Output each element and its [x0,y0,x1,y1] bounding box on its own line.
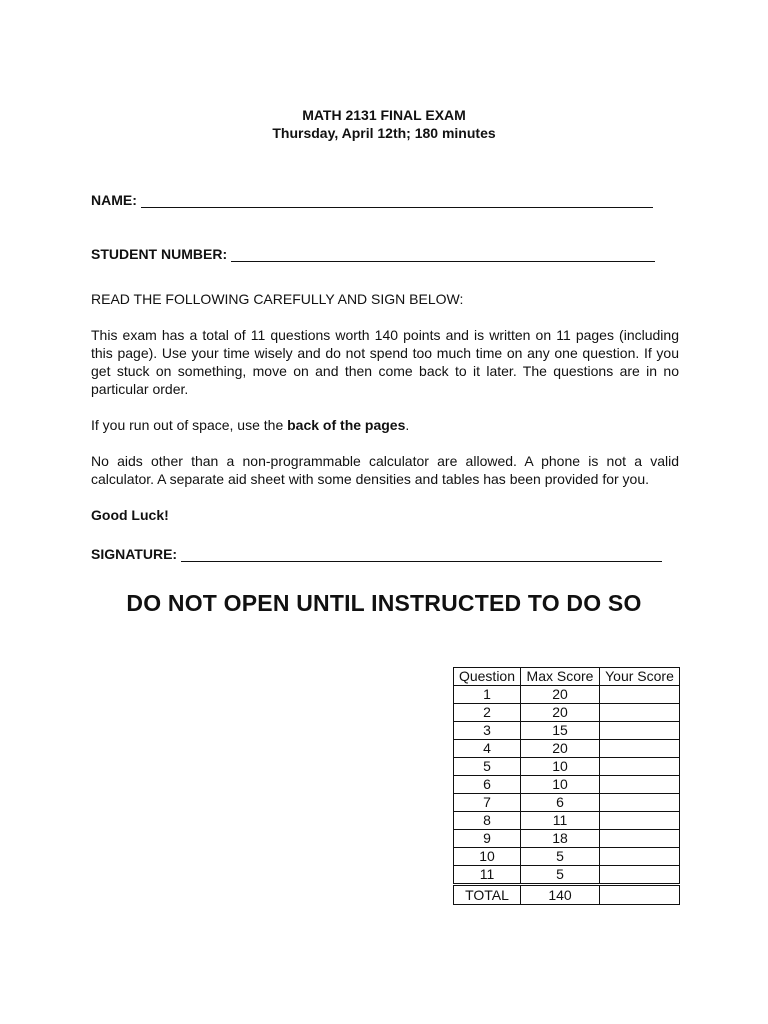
exam-title: MATH 2131 FINAL EXAM [302,107,466,123]
instructions-heading: READ THE FOLLOWING CAREFULLY AND SIGN BELOW: [91,291,464,307]
question-cell: 4 [454,740,521,758]
total-row [454,885,680,905]
para2-bold: back of the pages [287,417,406,433]
your-score-cell[interactable] [600,794,680,812]
your-score-cell[interactable] [600,722,680,740]
table-row [454,794,680,812]
max-score-cell: 20 [521,686,600,704]
good-luck: Good Luck! [91,507,169,523]
exam-header [0,106,768,142]
signature-line[interactable] [181,548,662,562]
table-row [454,686,680,704]
question-cell: 5 [454,758,521,776]
table-row [454,776,680,794]
max-score-cell: 11 [521,812,600,830]
your-score-cell[interactable] [600,758,680,776]
max-score-cell: 5 [521,848,600,866]
header-your-score: Your Score [600,668,680,686]
table-row [454,722,680,740]
your-score-cell[interactable] [600,776,680,794]
exam-subtitle: Thursday, April 12th; 180 minutes [272,125,496,141]
signature-label: SIGNATURE: [91,546,178,562]
table-row [454,830,680,848]
max-score-cell: 20 [521,704,600,722]
max-score-cell: 10 [521,758,600,776]
table-row [454,812,680,830]
max-score-cell: 6 [521,794,600,812]
instructions-paragraph-1: This exam has a total of 11 questions worth 140 points and is written on 11 pages (including this page). Use your time wisely and do not spend too much time on any one question. If you get stuck on something, move on and then come back to it later. The questions are in no particular order. [91,327,679,397]
max-score-cell: 5 [521,866,600,885]
question-cell: 1 [454,686,521,704]
question-cell: 7 [454,794,521,812]
total-max-cell: 140 [521,885,600,905]
your-score-cell[interactable] [600,686,680,704]
instructions-paragraph-3: No aids other than a non-programmable calculator are allowed. A phone is not a valid calculator. A separate aid sheet with some densities and tables has been provided for you. [91,453,679,487]
total-score-cell[interactable] [600,885,680,905]
do-not-open-banner: DO NOT OPEN UNTIL INSTRUCTED TO DO SO [126,590,642,616]
table-row [454,758,680,776]
question-cell: 2 [454,704,521,722]
table-row [454,740,680,758]
instructions-paragraph-2 [91,416,679,434]
header-max-score: Max Score [521,668,600,686]
signature-field [91,546,662,562]
student-number-label: STUDENT NUMBER: [91,246,228,262]
student-number-line[interactable] [231,248,655,262]
your-score-cell[interactable] [600,812,680,830]
table-row [454,848,680,866]
table-row [454,704,680,722]
question-cell: 11 [454,866,521,885]
your-score-cell[interactable] [600,704,680,722]
max-score-cell: 18 [521,830,600,848]
question-cell: 3 [454,722,521,740]
name-line[interactable] [141,194,653,208]
question-cell: 6 [454,776,521,794]
table-row [454,866,680,885]
student-number-field [91,246,655,262]
your-score-cell[interactable] [600,830,680,848]
name-field [91,192,653,208]
total-label-cell: TOTAL [454,885,521,905]
score-table [453,667,680,905]
max-score-cell: 10 [521,776,600,794]
your-score-cell[interactable] [600,740,680,758]
question-cell: 9 [454,830,521,848]
para2-suffix: . [405,417,410,433]
name-label: NAME: [91,192,137,208]
header-question: Question [454,668,521,686]
max-score-cell: 15 [521,722,600,740]
question-cell: 8 [454,812,521,830]
para2-prefix: If you run out of space, use the [91,417,288,433]
your-score-cell[interactable] [600,848,680,866]
max-score-cell: 20 [521,740,600,758]
question-cell: 10 [454,848,521,866]
your-score-cell[interactable] [600,866,680,885]
score-table-header [454,668,680,686]
